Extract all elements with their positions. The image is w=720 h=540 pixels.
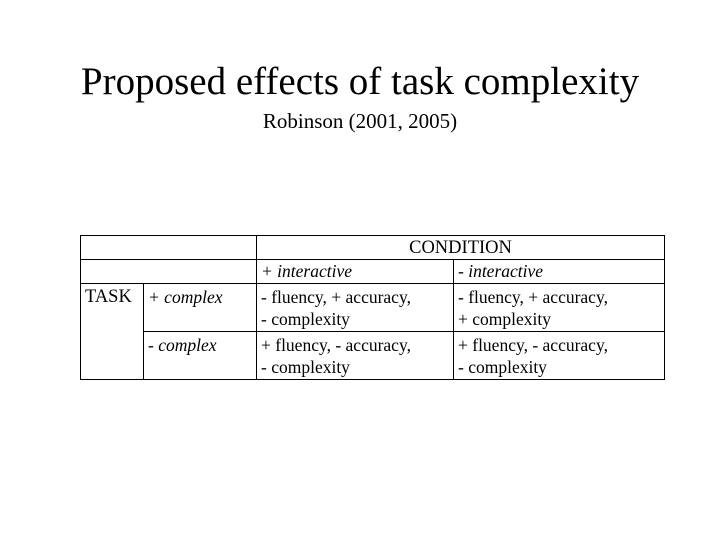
effects-table — [80, 235, 665, 380]
cell-line: - fluency, + accuracy, — [458, 287, 608, 307]
cell-line: + fluency, - accuracy, — [458, 335, 608, 355]
table-corner-cell — [81, 236, 257, 260]
table-cell — [257, 332, 454, 380]
slide-title: Proposed effects of task complexity — [80, 60, 640, 103]
table-row — [81, 332, 665, 380]
cell-line: - complexity — [261, 357, 350, 377]
table-row — [81, 284, 665, 332]
table-cell — [454, 332, 665, 380]
table-header-row — [81, 236, 665, 260]
table-cell — [454, 284, 665, 332]
row-label-simple: - complex — [144, 332, 257, 380]
column-header-interactive: + interactive — [257, 260, 454, 284]
table-corner-cell-lower — [81, 260, 257, 284]
effects-table-container — [80, 235, 665, 380]
row-label-complex: + complex — [144, 284, 257, 332]
condition-header: CONDITION — [257, 236, 665, 260]
table-subheader-row — [81, 260, 665, 284]
slide-subtitle: Robinson (2001, 2005) — [262, 109, 458, 133]
cell-line: - complexity — [458, 357, 547, 377]
task-header: TASK — [81, 284, 144, 380]
cell-line: - fluency, + accuracy, — [261, 287, 411, 307]
cell-line: - complexity — [261, 309, 350, 329]
cell-line: + fluency, - accuracy, — [261, 335, 411, 355]
column-header-non-interactive: - interactive — [454, 260, 665, 284]
cell-line: + complexity — [458, 309, 551, 329]
table-cell — [257, 284, 454, 332]
